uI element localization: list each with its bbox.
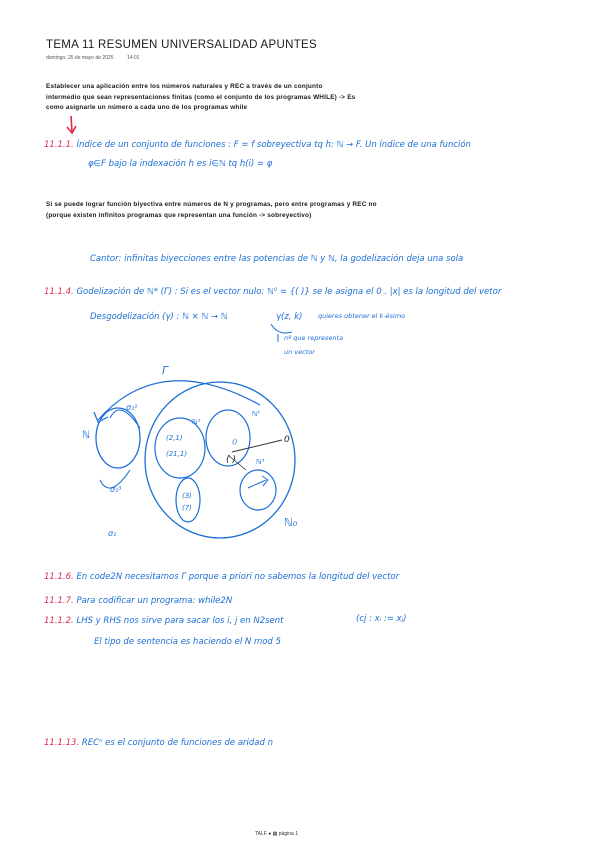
set-n-label: ℕ: [82, 430, 91, 441]
note-11-1-6: [44, 572, 399, 582]
n-set-outline: [96, 408, 140, 468]
sentence-formula: (cj : xᵢ := xⱼ): [356, 614, 407, 624]
footer-page: página 1: [278, 831, 298, 837]
page-date: domingo, 25 de mayo de 2025: [46, 55, 114, 61]
page-footer: [255, 831, 298, 837]
set-n3-label: ℕ³: [256, 458, 265, 466]
set-n2-label: ℕ²: [192, 418, 201, 426]
gamma-arc: [98, 381, 260, 420]
n0-label: ℕ₀: [284, 516, 298, 529]
note-number: 11.1.1.: [44, 140, 74, 150]
red-arrow-icon: [62, 114, 82, 138]
zero-link: [232, 440, 282, 452]
intro-line-3: como asignarle un número a cada uno de los programas while: [46, 104, 248, 111]
empty-set-label: (): [232, 438, 238, 446]
empty-tuple-label: ( ): [226, 455, 236, 465]
n2-set-outline: [155, 418, 205, 478]
note-line: Índice de un conjunto de funciones : F = f sobreyectiva tq h: ℕ → F. Un índice de una función: [76, 140, 471, 150]
n0-set-outline: [145, 382, 295, 538]
page-title: TEMA 11 RESUMEN UNIVERSALIDAD APUNTES: [46, 39, 317, 51]
note-line: Godelización de ℕ* (Γ) : Si es el vector nulo: ℕ⁰ = {( )} se le asigna el 0 . |x| es la longitud del vetor: [76, 287, 502, 297]
note-number: 11.1.4.: [44, 287, 74, 297]
note-line: LHS y RHS nos sirve para sacar los i, j en N2sent: [76, 616, 284, 626]
note-number: 11.1.7.: [44, 596, 74, 606]
notebook-icon: ●: [268, 831, 272, 837]
note-number: 11.1.6.: [44, 572, 74, 582]
zero-label: 0: [284, 435, 290, 445]
desgodelizacion-line: Desgodelización (γ) : ℕ × ℕ → ℕ: [90, 312, 228, 322]
note-11-1-2: [44, 616, 283, 626]
gamma-annotation-3: un vector: [284, 348, 315, 356]
pair-mid-label: (21,1): [166, 450, 188, 458]
intro-line-1: Establecer una aplicación entre los números naturales y REC a través de un conjunto: [46, 83, 323, 90]
sigma-label-bottom: σ₁: [108, 529, 117, 538]
gamma-expression: γ(z, k): [276, 312, 303, 322]
sigma-label-2: σ₁³: [110, 485, 122, 494]
note-line: RECⁿ es el conjunto de funciones de aridad n: [81, 738, 274, 748]
section-icon: ▦: [272, 831, 278, 837]
note-11-1-13: [44, 738, 273, 748]
intro-paragraph: [46, 82, 355, 114]
pair-top-label: (2,1): [166, 434, 183, 442]
intro-line-2: intermedio que sean representaciones finitas (como el conjunto de los programas WHILE) -> Es: [46, 93, 356, 101]
note-line: En code2N necesitamos Γ porque a priori no sabemos la longitud del vector: [76, 572, 400, 582]
note-11-1-7: [44, 596, 232, 606]
page-meta: [46, 55, 151, 61]
note-11-1-1-line-2: φ∈F bajo la indexación h es i∈ℕ tq h(i) = φ: [88, 159, 273, 169]
cantor-note: Cantor: infinitas biyecciones entre las potencias de ℕ y ℕ, la godelización deja una sola: [90, 254, 464, 264]
gamma-annotation-2: nº que representa: [284, 334, 344, 342]
bijection-line-1: Si se puede lograr función biyectiva entre números de N y programas, pero entre programas y REC no: [46, 201, 377, 208]
page-time: 14:01: [126, 55, 140, 61]
triple-set-outline: [176, 478, 200, 522]
set-nk-label: ℕᵏ: [252, 410, 261, 418]
note-number: 11.1.2.: [44, 616, 74, 626]
note-11-1-4: [44, 287, 501, 297]
godelization-diagram: [70, 360, 320, 550]
note-line: Para codificar un programa: while2N: [76, 596, 233, 606]
gamma-annotation-1: quieres obtener el k-ésimo: [318, 312, 406, 320]
note-11-1-2-line-2: El tipo de sentencia es haciendo el N mod 5: [94, 637, 281, 647]
n3-set-outline: [240, 470, 276, 510]
gamma-label: Γ: [162, 364, 169, 377]
triple-label-1: (3): [182, 492, 192, 500]
footer-app: TALF: [255, 831, 267, 837]
bijection-paragraph: [46, 200, 377, 221]
note-11-1-1: [44, 140, 471, 150]
sigma-label-1: σ₁²: [126, 403, 138, 412]
bijection-line-2: (porque existen infinitos programas que representan una función -> sobreyectivo): [46, 211, 312, 219]
triple-label-2: (7): [182, 504, 192, 512]
note-number: 11.1.13.: [44, 738, 80, 748]
